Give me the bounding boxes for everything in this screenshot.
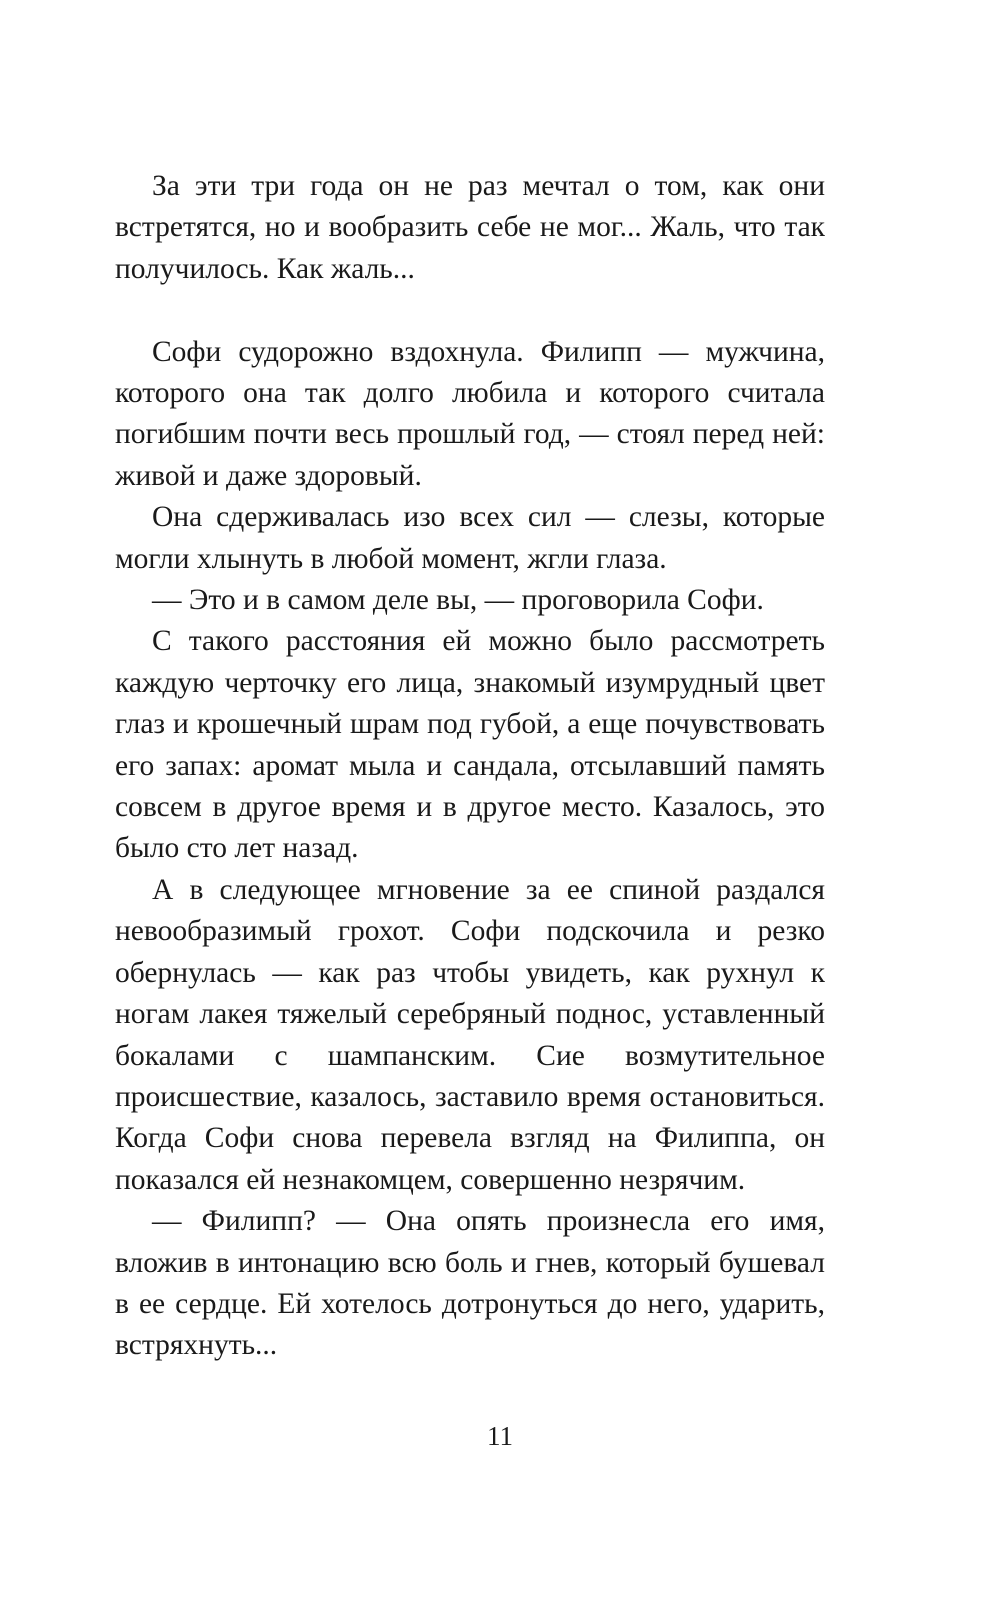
paragraph-7-dialogue: — Филипп? — Она опять произнесла его имя, вложив в интонацию всю боль и гнев, который бушевал в ее сердце. Ей хотелось дотронуться до него, ударить, встряхнуть...	[115, 1205, 825, 1362]
page-number: 11	[487, 1421, 513, 1451]
paragraph-4-dialogue: — Это и в самом деле вы, — проговорила Софи.	[152, 584, 764, 617]
paragraph-2: Софи судорожно вздохнула. Филипп — мужчина, которого она так долго любила и которого считала погибшим почти весь прошлый год, — стоял перед ней: живой и даже здоровый.	[115, 335, 825, 492]
paragraph-5: С такого расстояния ей можно было рассмотреть каждую черточку его лица, знакомый изумрудный цвет глаз и крошечный шрам под губой, а еще почувствовать его запах: аромат мыла и сандала, отсылавший память совсем в другое время и в другое место. Казалось, это было сто лет назад.	[115, 625, 825, 865]
body-text	[115, 166, 825, 1367]
paragraph-6: А в следующее мгновение за ее спиной раздался невообразимый грохот. Софи подскочила и резко обернулась — как раз чтобы увидеть, как рухнул к ногам лакея тяжелый серебряный поднос, уставленный бокалами с шампанским. Сие возмутительное происшествие, казалось, заставило время остановиться. Когда Софи снова перевела взгляд на Филиппа, он показался ей незнакомцем, совершенно незрячим.	[115, 873, 825, 1196]
paragraph-3: Она сдерживалась изо всех сил — слезы, которые могли хлынуть в любой момент, жгли глаза.	[115, 501, 825, 575]
paragraph-1: За эти три года он не раз мечтал о том, как они встретятся, но и вообразить себе не мог... Жаль, что так получилось. Как жаль...	[115, 170, 825, 285]
